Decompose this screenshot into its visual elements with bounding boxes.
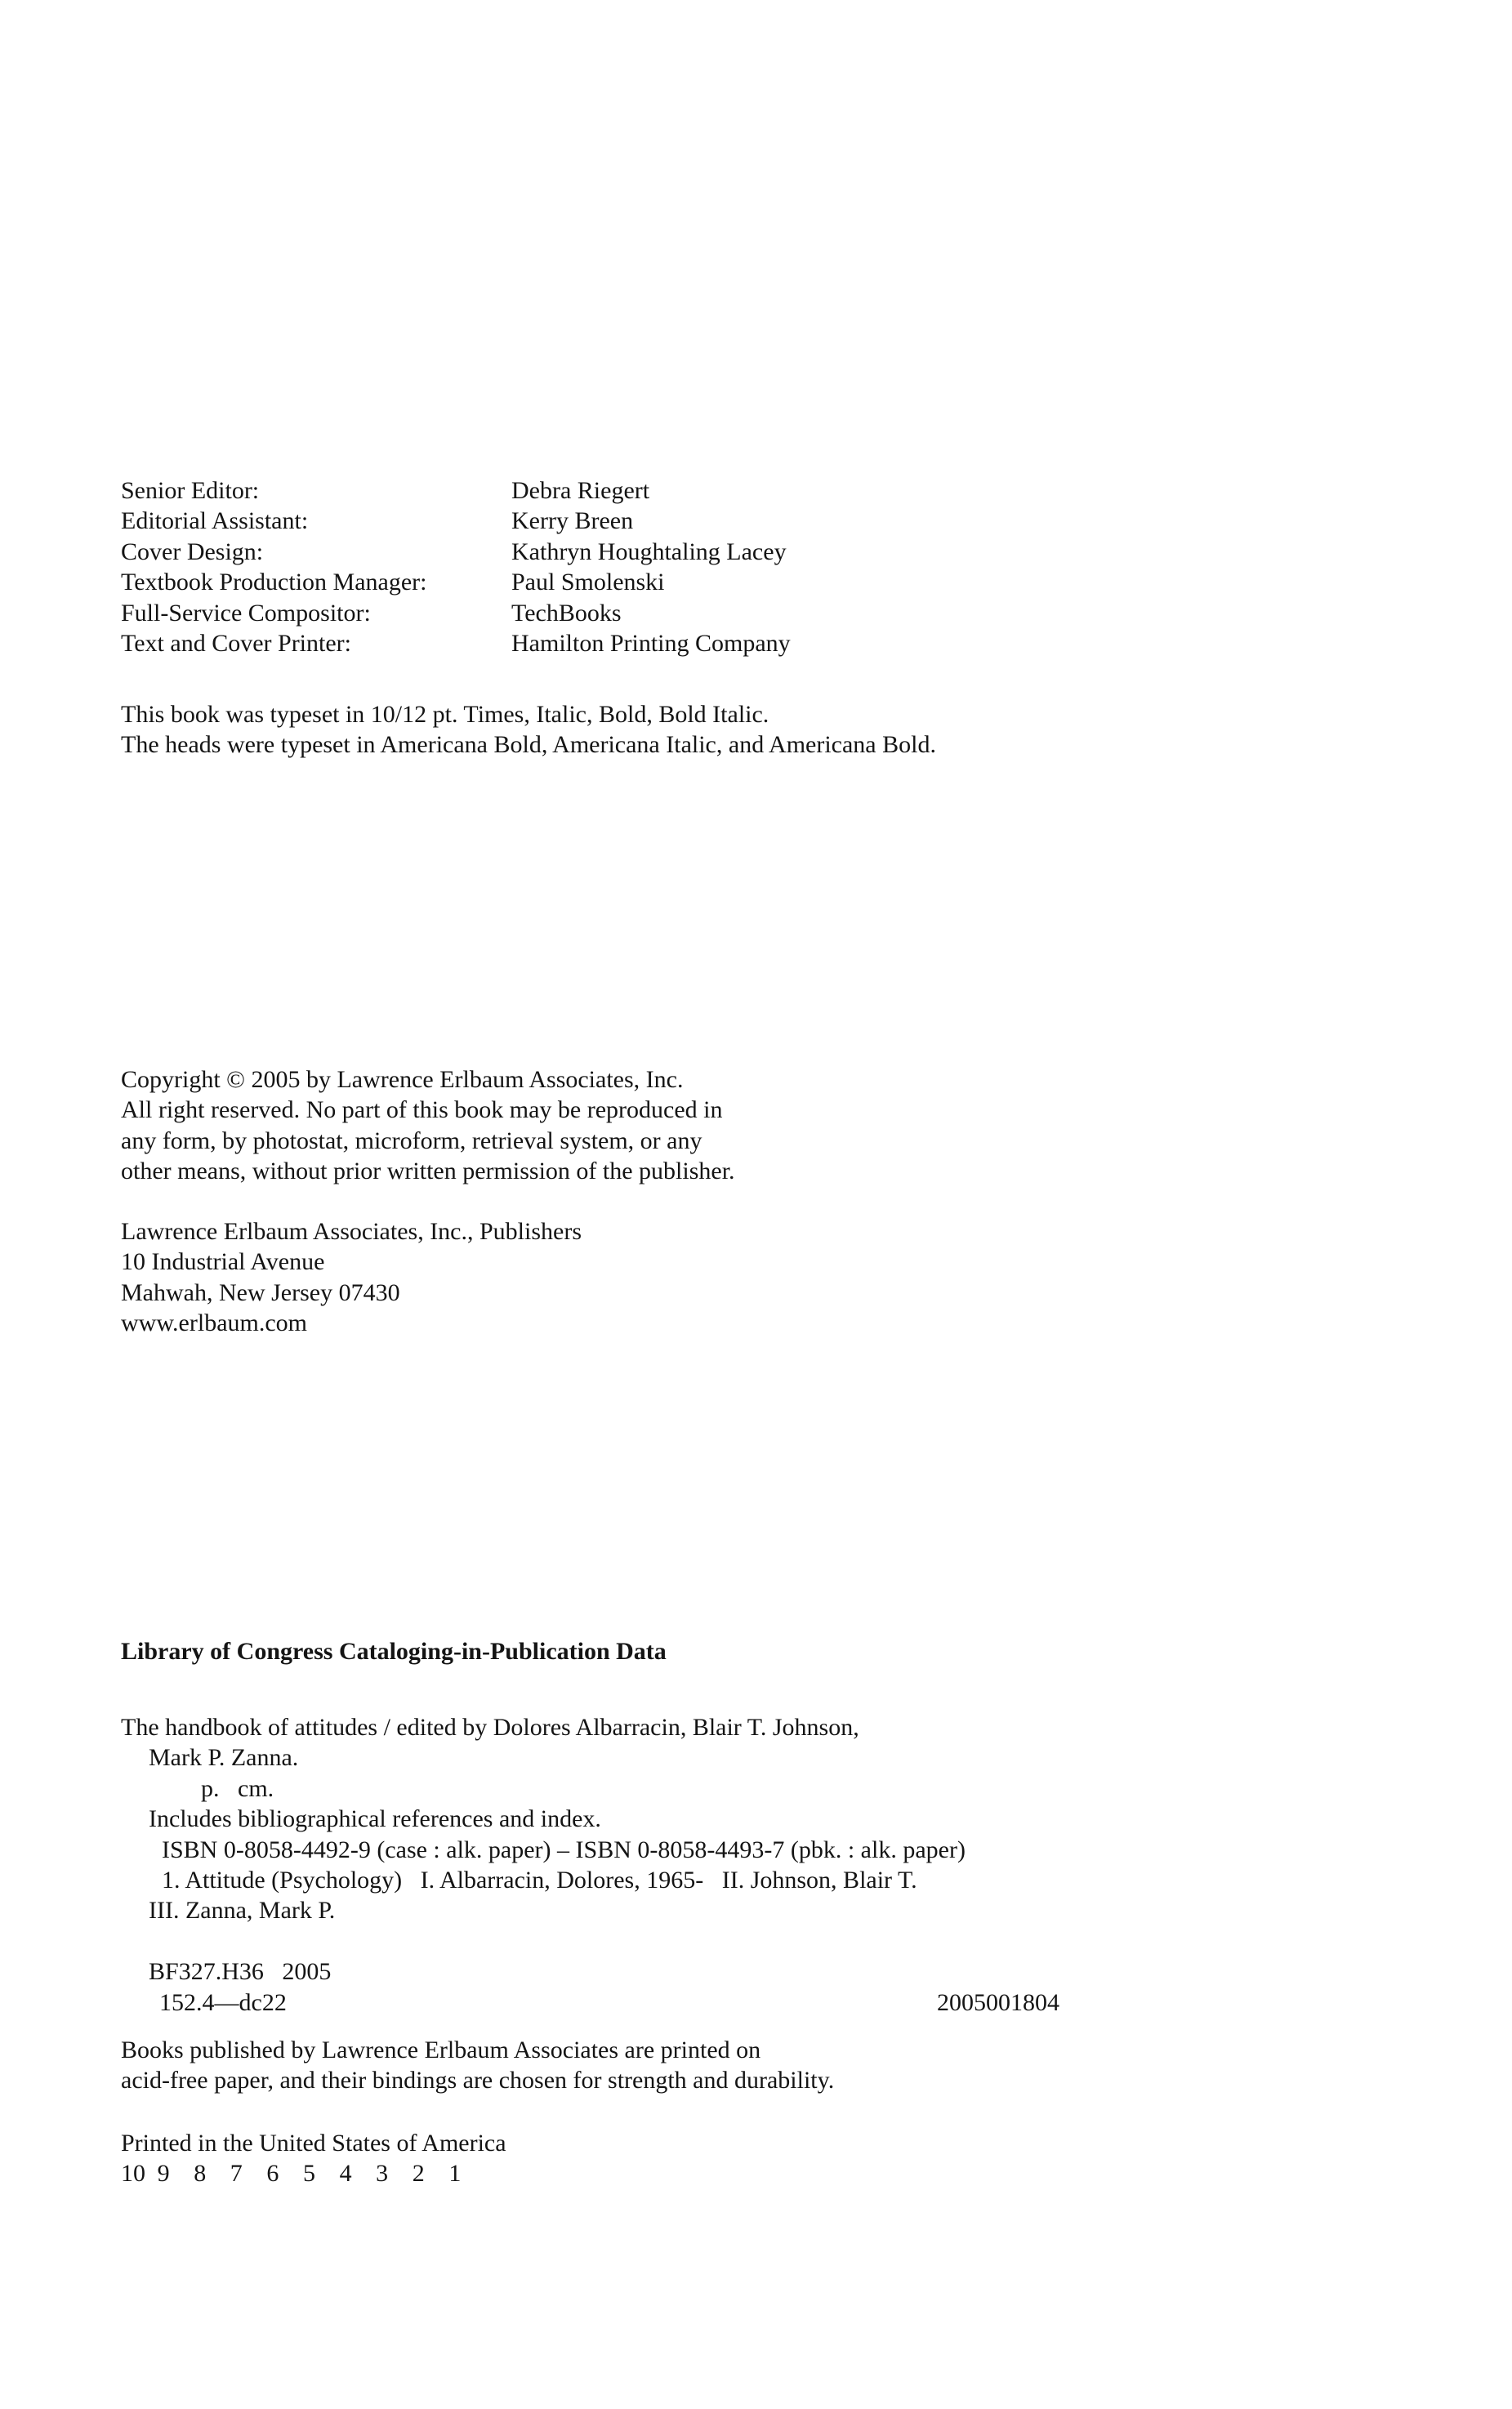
cip-call-number: BF327.H36 2005 [149, 1958, 332, 1986]
printer-key-number: 4 [339, 2160, 352, 2188]
printer-key-number: 3 [376, 2160, 389, 2188]
cip-spacer [121, 1926, 1060, 1956]
copyright-line: All right reserved. No part of this book may be reproduced in [121, 1096, 723, 1124]
credit-name: Kathryn Houghtaling Lacey [511, 538, 787, 565]
credit-row [121, 598, 1019, 628]
printer-key-number: 5 [302, 2160, 315, 2188]
credits-list [121, 475, 1019, 658]
cip-pages: p. cm. [201, 1774, 274, 1802]
cip-dewey-row [121, 1987, 1059, 2018]
credit-name: Kerry Breen [511, 507, 634, 535]
credit-role: Senior Editor: [121, 477, 260, 504]
credit-row [121, 506, 1019, 536]
typeset-note [121, 699, 936, 761]
printer-key-number: 2 [412, 2160, 425, 2188]
paper-line: acid-free paper, and their bindings are chosen for strength and durability. [121, 2067, 835, 2094]
cip-lccn: 2005001804 [937, 1988, 1059, 2016]
typeset-line: The heads were typeset in Americana Bold, Americana Italic, and Americana Bold. [121, 731, 936, 759]
cip-subjects: III. Zanna, Mark P. [149, 1897, 336, 1925]
credit-role: Cover Design: [121, 538, 264, 565]
printer-key-number: 1 [448, 2160, 462, 2188]
credit-role: Textbook Production Manager: [121, 569, 427, 596]
cip-title-line: Mark P. Zanna. [149, 1744, 299, 1772]
copyright-line: other means, without prior written permission of the publisher. [121, 1158, 735, 1185]
printer-key-number: 10 [121, 2160, 145, 2188]
publisher-name: Lawrence Erlbaum Associates, Inc., Publishers [121, 1218, 582, 1245]
printer-key-number: 9 [157, 2160, 170, 2188]
credit-row [121, 475, 1019, 506]
publisher-website: www.erlbaum.com [121, 1309, 307, 1337]
publisher-address [121, 1216, 582, 1339]
credit-role: Editorial Assistant: [121, 507, 309, 535]
copyright-line: Copyright © 2005 by Lawrence Erlbaum Associates, Inc. [121, 1066, 684, 1093]
cip-includes: Includes bibliographical references and index. [149, 1805, 601, 1833]
printer-key-number: 8 [194, 2160, 207, 2188]
paper-line: Books published by Lawrence Erlbaum Associates are printed on [121, 2036, 761, 2063]
cip-heading-text: Library of Congress Cataloging-in-Publication Data [121, 1638, 667, 1665]
copyright-line: any form, by photostat, microform, retrieval system, or any [121, 1126, 702, 1154]
cip-heading [121, 1636, 667, 1666]
credit-role: Text and Cover Printer: [121, 629, 351, 657]
credit-name: Debra Riegert [511, 477, 650, 504]
printing-info [121, 2128, 506, 2189]
credit-name: TechBooks [511, 599, 622, 627]
credit-row [121, 567, 1019, 597]
printer-key-number: 7 [230, 2160, 243, 2188]
cip-isbn: ISBN 0-8058-4492-9 (case : alk. paper) – ISBN 0-8058-4493-7 (pbk. : alk. paper) [162, 1836, 966, 1863]
credit-role: Full-Service Compositor: [121, 599, 371, 627]
paper-note [121, 2035, 834, 2096]
cip-subjects: 1. Attitude (Psychology) I. Albarracin, Dolores, 1965- II. Johnson, Blair T. [162, 1866, 917, 1894]
credit-name: Hamilton Printing Company [511, 629, 791, 657]
credit-row [121, 537, 1019, 567]
credit-name: Paul Smolenski [511, 569, 665, 596]
printed-country: Printed in the United States of America [121, 2130, 506, 2157]
cip-record [121, 1712, 1060, 2018]
cip-title-line: The handbook of attitudes / edited by Dolores Albarracin, Blair T. Johnson, [121, 1714, 859, 1741]
typeset-line: This book was typeset in 10/12 pt. Times, Italic, Bold, Bold Italic. [121, 701, 769, 728]
printer-key-number: 6 [266, 2160, 279, 2188]
cip-dewey: 152.4—dc22 [159, 1988, 287, 2016]
printer-key [121, 2158, 506, 2188]
credit-row [121, 628, 1019, 658]
publisher-city: Mahwah, New Jersey 07430 [121, 1278, 400, 1306]
publisher-street: 10 Industrial Avenue [121, 1248, 325, 1276]
copyright-notice [121, 1064, 735, 1187]
